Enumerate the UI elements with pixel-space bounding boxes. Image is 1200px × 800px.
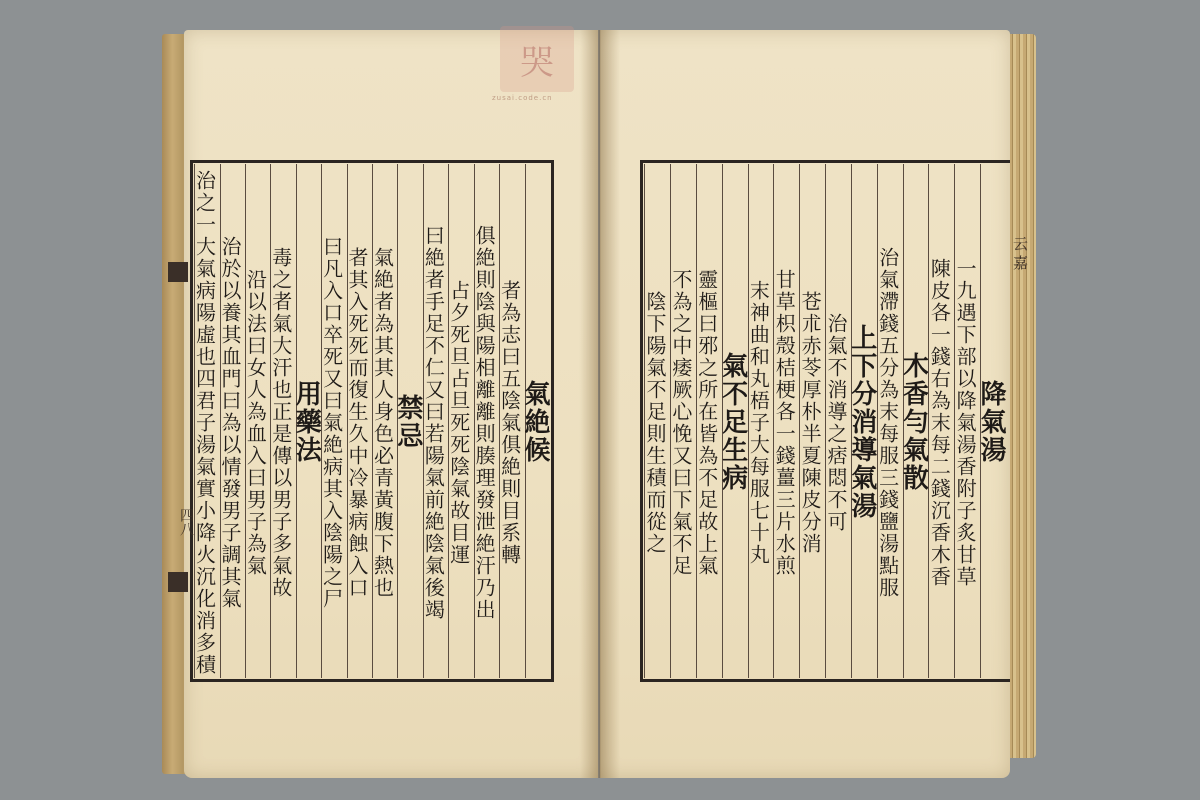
left-page-column-4: 占夕死旦占旦死死陰氣故目運: [448, 164, 473, 678]
right-page-column-11: 氣不足生病: [722, 164, 748, 678]
right-page-column-6: 上下分消導氣湯: [851, 164, 877, 678]
watermark-glyph: 哭: [520, 42, 554, 83]
right-page-column-7: 治氣不消導之痞悶不可: [825, 164, 851, 678]
right-page-column-13: 不為之中痿厥心悗又曰下氣不足: [670, 164, 696, 678]
fish-tail-marker-upper: [168, 262, 188, 282]
left-page-column-14: 治之一大氣病陽虛也四君子湯氣實小降火沉化消多積: [194, 164, 219, 678]
left-page-column-13: 治於以養其血門曰為以情發男子調其氣: [220, 164, 245, 678]
left-page-column-5: 曰絶者手足不仁又曰若陽氣前絶陰氣後竭: [423, 164, 448, 678]
left-page-column-11: 毒之者氣大汗也正是傳以男子多氣故: [270, 164, 295, 678]
right-page-column-4: 木香勻氣散: [903, 164, 929, 678]
right-page-column-9: 甘草枳殼桔梗各一錢薑三片水煎: [773, 164, 799, 678]
right-page-column-14: 陰下陽氣不足則生積而從之: [644, 164, 670, 678]
page-number: 四八: [178, 508, 194, 536]
fish-tail-marker-lower: [168, 572, 188, 592]
right-text-columns: [644, 164, 1006, 678]
right-page-column-2: 一九遇下部以降氣湯香附子炙甘草: [954, 164, 980, 678]
left-page-column-6: 禁忌: [397, 164, 422, 678]
left-page-column-12: 沿以法曰女人為血入曰男子為氣: [245, 164, 270, 678]
left-page-column-1: 氣絶候: [525, 164, 550, 678]
left-page-column-2: 者為志曰五陰氣俱絶則目系轉: [499, 164, 524, 678]
left-page-column-8: 者其入死死而復生久中冷暴病蝕入口: [347, 164, 372, 678]
left-page-column-10: 用藥法: [296, 164, 321, 678]
right-page-column-1: 降氣湯: [980, 164, 1006, 678]
left-text-columns: [194, 164, 550, 678]
right-page-column-8: 苍朮赤苓厚朴半夏陳皮分消: [799, 164, 825, 678]
book-gutter: [580, 30, 620, 778]
right-page-column-3: 陳皮各一錢右為末每二錢沉香木香: [928, 164, 954, 678]
right-page-column-12: 靈樞曰邪之所在皆為不足故上氣: [696, 164, 722, 678]
edge-label: 云嘉: [1011, 236, 1029, 274]
left-page-column-9: 曰凡入口卒死又曰氣絶病其入陰陽之尸: [321, 164, 346, 678]
watermark-seal: [500, 26, 574, 92]
left-page-column-7: 氣絶者為其其人身色必青黃腹下熱也: [372, 164, 397, 678]
watermark-caption: zusai.code.cn: [492, 94, 553, 102]
right-page-column-10: 末神曲和丸梧子大每服七十丸: [748, 164, 774, 678]
right-page-column-5: 治氣滯錢五分為末每服三錢鹽湯點服: [877, 164, 903, 678]
left-page-column-3: 俱絶則陰與陽相離離則腠理發泄絶汗乃出: [474, 164, 499, 678]
